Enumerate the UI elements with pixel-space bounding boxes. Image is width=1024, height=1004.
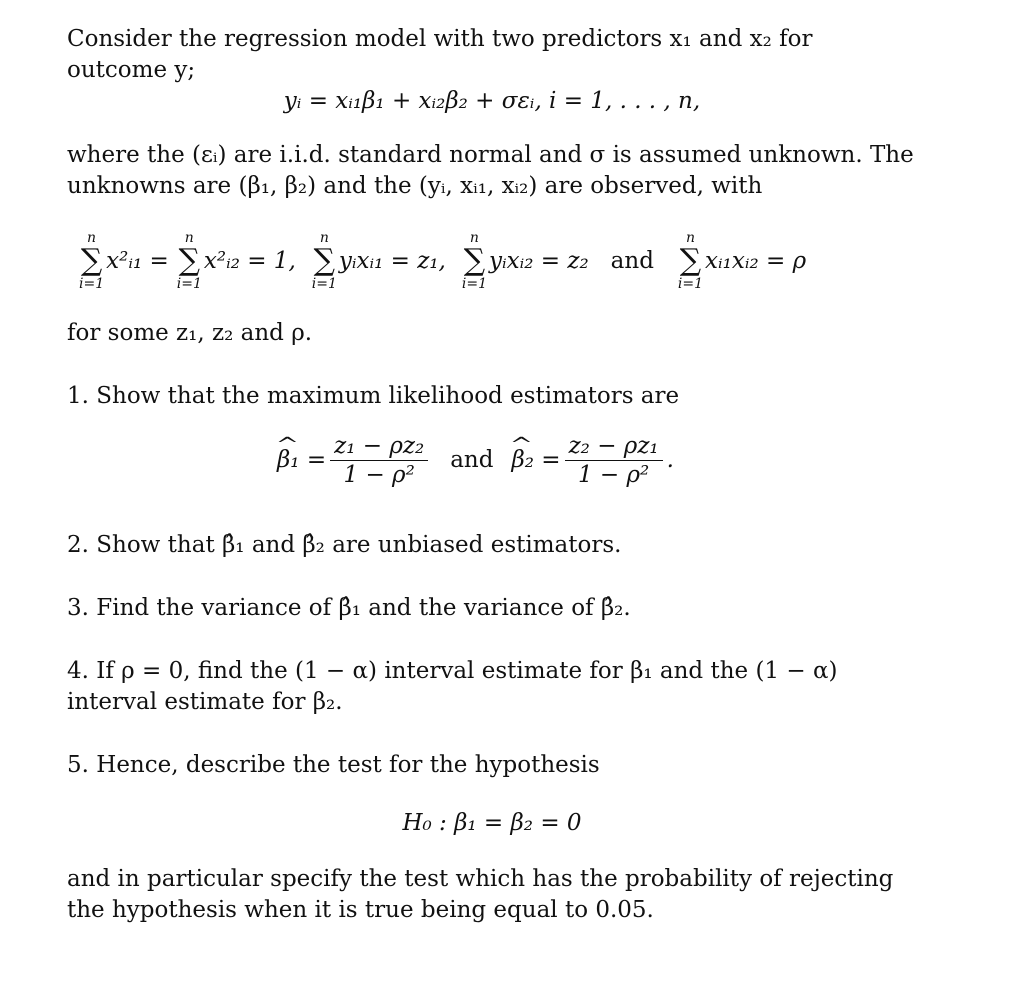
sum-conditions	[77, 230, 927, 292]
sum-term-4: yᵢxᵢ₂ = z₂	[489, 247, 589, 274]
sum-sign: n ∑ i=1	[461, 230, 487, 292]
beta2-hat-lhs: ^ β₂ =	[511, 445, 560, 476]
sum-sign: n ∑ i=1	[311, 230, 337, 292]
question-5: 5. Hence, describe the test for the hypothesis	[67, 752, 600, 778]
sum-term-3: yᵢxᵢ₁ = z₁,	[338, 247, 446, 274]
sum-term-1: x²ᵢ₁ =	[106, 247, 169, 274]
question-4: 4. If ρ = 0, find the (1 − α) interval estimate for β₁ and the (1 − α) interval estimate for β₂.	[67, 658, 838, 715]
beta1-hat-lhs: ^ β₁ =	[277, 445, 326, 476]
question-3: 3. Find the variance of β̂₁ and the variance of β̂₂.	[67, 595, 631, 621]
sum-sign: n ∑ i=1	[677, 230, 704, 292]
sum-sign: n ∑ i=1	[79, 230, 105, 292]
question-2: 2. Show that β̂₁ and β̂₂ are unbiased estimators.	[67, 532, 622, 558]
sum-sign: n ∑ i=1	[176, 230, 202, 292]
intro-text: Consider the regression model with two predictors x₁ and x₂ for outcome y;	[67, 26, 813, 83]
assumptions-text: where the (εᵢ) are i.i.d. standard normal and σ is assumed unknown. The unknowns are (β₁, β₂) and the (yᵢ, xᵢ₁, xᵢ₂) are observed, with	[67, 142, 914, 199]
question-5-closing: and in particular specify the test which has the probability of rejecting the hypothesis when it is true being equal to 0.05.	[67, 866, 894, 923]
and-word: and	[450, 447, 494, 473]
hypothesis: H₀ : β₁ = β₂ = 0	[402, 810, 582, 836]
sum-term-2: x²ᵢ₂ = 1,	[203, 247, 296, 274]
and-word: and	[610, 247, 654, 274]
mle-fraction-1: $\frac{\text{z₁ − ρz₂}}{\text{1 − ρ²}}$	[330, 432, 428, 489]
model-equation: yᵢ = xᵢ₁β₁ + xᵢ₂β₂ + σεᵢ, i = 1, . . . , n,	[283, 88, 701, 114]
sum-term-5: xᵢ₁xᵢ₂ = ρ	[705, 247, 807, 274]
mle-formulas	[277, 432, 917, 489]
formula-period: .	[666, 447, 674, 473]
mle-fraction-2: $\frac{\text{z₂ − ρz₁}}{\text{1 − ρ²}}$	[565, 432, 663, 489]
question-1: 1. Show that the maximum likelihood estimators are	[67, 383, 680, 409]
for-some-text: for some z₁, z₂ and ρ.	[67, 320, 313, 346]
